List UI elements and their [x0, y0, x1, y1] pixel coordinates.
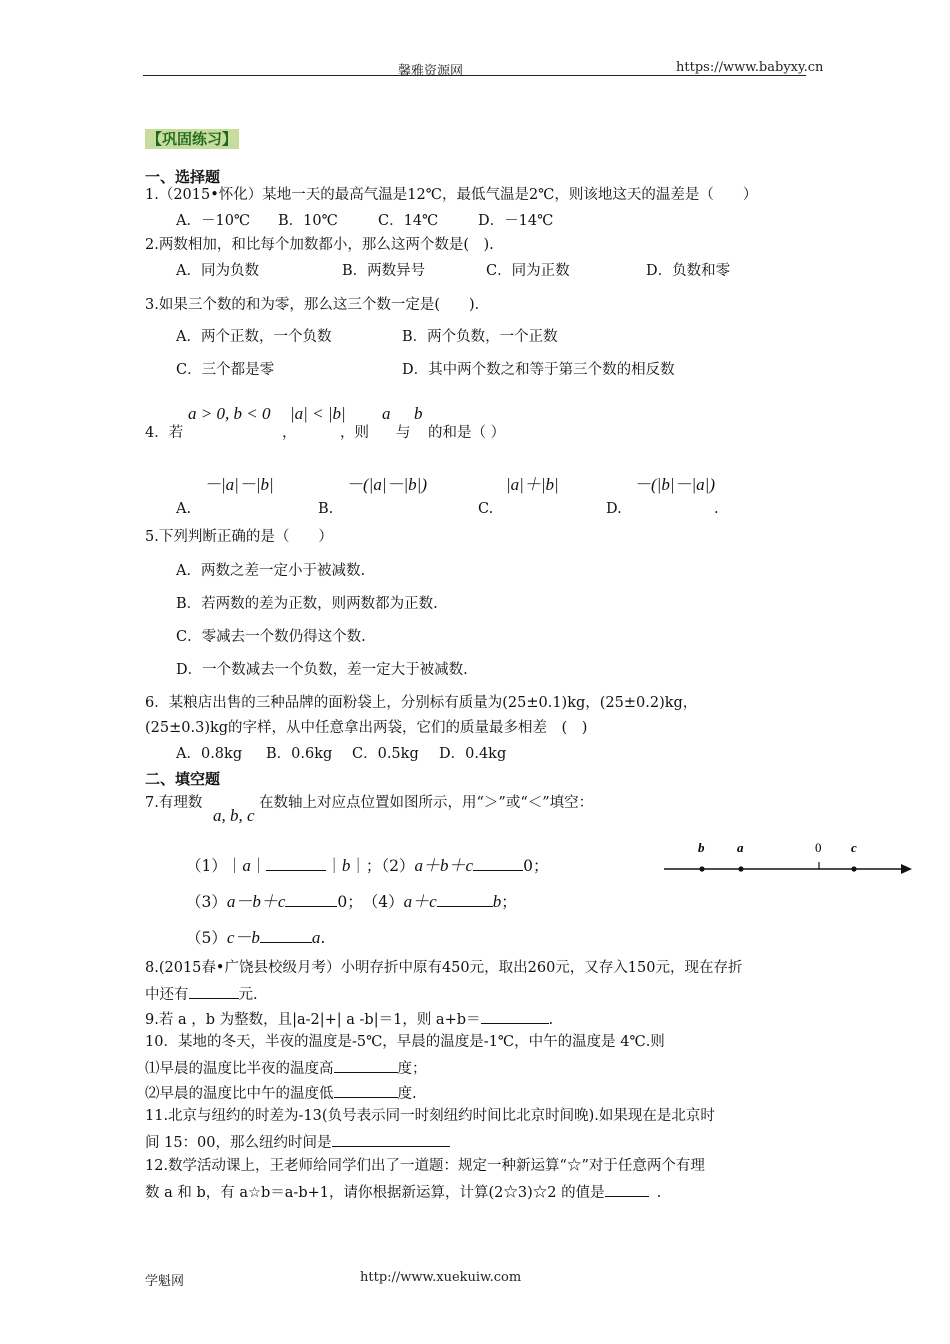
q4-expr-b: －(|a|－|b|)	[346, 475, 428, 494]
q4-var-a: a	[382, 404, 391, 423]
point-c	[851, 866, 856, 871]
section-badge	[145, 128, 239, 149]
q4-end-period: .	[714, 501, 719, 517]
q7-blank-1[interactable]	[266, 856, 326, 871]
q4-suffix: 的和是（ ）	[428, 425, 506, 441]
q5-stem: 5.下列判断正确的是（ ）	[145, 529, 333, 545]
number-line	[658, 836, 914, 882]
q2-option-b: B．两数异号	[342, 263, 426, 279]
q5-option-d: D．一个数减去一个负数，差一定大于被减数.	[176, 662, 468, 678]
q4-expr-d: －(|b|－|a|)	[634, 475, 716, 494]
label-b: b	[698, 840, 705, 855]
q7-prefix: 7.有理数	[145, 795, 203, 811]
badge-text: 【巩固练习】	[147, 130, 238, 148]
q8-blank[interactable]	[189, 984, 239, 999]
label-c: c	[851, 840, 857, 855]
q10-blank-1[interactable]	[334, 1058, 398, 1073]
q8-line1: 8.(2015春•广饶县校级月考）小明存折中原有450元，取出260元，又存入150元，现在存折	[145, 960, 743, 976]
point-b	[699, 866, 704, 871]
q9-blank[interactable]	[481, 1009, 549, 1024]
q7-blank-2[interactable]	[473, 856, 523, 871]
q7-vars: a, b, c	[213, 806, 255, 825]
q3-stem: 3.如果三个数的和为零，那么这三个数一定是( ).	[145, 297, 480, 313]
label-zero: 0	[815, 840, 822, 855]
q10-blank-2[interactable]	[334, 1083, 398, 1098]
q7-blank-5[interactable]	[260, 928, 312, 943]
q8-line2: 中还有 元.	[145, 984, 258, 1004]
q2-option-a: A．同为负数	[176, 263, 259, 279]
q7-blank-4[interactable]	[437, 892, 493, 907]
q1-option-d: D．－14℃	[478, 213, 554, 229]
q6-option-b: B．0.6kg	[266, 746, 333, 762]
q7-suffix: 在数轴上对应点位置如图所示，用“＞”或“＜”填空：	[259, 795, 594, 811]
q11-blank[interactable]	[332, 1132, 450, 1147]
q2-stem: 2.两数相加，和比每个加数都小，那么这两个数是( ).	[145, 237, 494, 253]
q4-then: ，则	[340, 425, 369, 441]
point-a	[738, 866, 743, 871]
q1-stem: 1.（2015•怀化）某地一天的最高气温是12℃，最低气温是2℃，则该地这天的温差是（ ）	[145, 187, 758, 203]
q1-option-c: C．14℃	[378, 213, 439, 229]
q7-blank-3[interactable]	[285, 892, 337, 907]
q5-option-c: C．零减去一个数仍得这个数.	[176, 629, 366, 645]
q7-line1: （1）｜a｜ ｜b｜；（2）a＋b＋c 0；	[186, 856, 549, 875]
q4-label-a: A.	[176, 501, 192, 517]
q4-prefix: 4．若	[145, 425, 184, 441]
q9-line: 9.若 a ，b 为整数，且|a-2|+| a -b|＝1，则 a+b＝ .	[145, 1009, 553, 1029]
q10-stem: 10．某地的冬天，半夜的温度是-5℃，早晨的温度是-1℃，中午的温度是 4℃.则	[145, 1034, 665, 1050]
q6-option-c: C．0.5kg	[352, 746, 419, 762]
q12-line1: 12.数学活动课上，王老师给同学们出了一道题：规定一种新运算“☆”对于任意两个有理	[145, 1158, 705, 1174]
number-line-arrow	[901, 864, 912, 874]
q12-blank[interactable]	[605, 1182, 649, 1197]
q4-label-d: D.	[606, 501, 622, 517]
q3-option-d: D．其中两个数之和等于第三个数的相反数	[402, 362, 675, 378]
q4-label-c: C.	[478, 501, 494, 517]
q4-expr-c: |a|＋|b|	[506, 475, 559, 494]
footer-url[interactable]: http://www.xuekuiw.com	[360, 1270, 522, 1285]
q4-with: 与	[396, 425, 411, 441]
q4-expr-a: －|a|－|b|	[204, 475, 274, 494]
q7-line2: （3）a－b＋c 0； （4）a＋c b；	[186, 892, 517, 911]
q6-line2: (25±0.3)kg的字样，从中任意拿出两袋，它们的质量最多相差 ( )	[145, 720, 588, 736]
header-url[interactable]: https://www.babyxy.cn	[676, 60, 824, 75]
q1-option-b: B．10℃	[278, 213, 338, 229]
q7-line3: （5）c－b a.	[186, 928, 326, 947]
q4-var-b: b	[414, 404, 423, 423]
q3-option-b: B．两个负数，一个正数	[402, 329, 558, 345]
q4-condition-sign: a > 0, b < 0	[188, 404, 271, 423]
q11-line2: 间 15：00，那么纽约时间是	[145, 1132, 450, 1152]
q2-option-c: C．同为正数	[486, 263, 570, 279]
footer-left: 学魁网	[145, 1274, 185, 1289]
q10-sub1: ⑴早晨的温度比半夜的温度高 度；	[145, 1058, 427, 1078]
q5-option-b: B．若两数的差为正数，则两数都为正数.	[176, 596, 438, 612]
section-choice-heading: 一、选择题	[145, 168, 221, 186]
q4-comma: ，	[282, 425, 297, 441]
q6-option-d: D．0.4kg	[439, 746, 507, 762]
q2-option-d: D．负数和零	[646, 263, 731, 279]
q3-option-a: A．两个正数，一个负数	[176, 329, 332, 345]
header-site: 馨雅资源网	[398, 64, 464, 79]
label-a: a	[737, 840, 744, 855]
q4-condition-abs: |a| < |b|	[290, 404, 346, 423]
q6-option-a: A．0.8kg	[176, 746, 243, 762]
q11-line1: 11.北京与纽约的时差为-13(负号表示同一时刻纽约时间比北京时间晚).如果现在是北京时	[145, 1108, 715, 1124]
q1-option-a: A．－10℃	[176, 213, 251, 229]
q6-line1: 6．某粮店出售的三种品牌的面粉袋上，分别标有质量为(25±0.1)kg，(25±0.2)kg，	[145, 695, 698, 711]
q4-label-b: B.	[318, 501, 334, 517]
q3-option-c: C．三个都是零	[176, 362, 275, 378]
q5-option-a: A．两数之差一定小于被减数.	[176, 563, 366, 579]
q12-line2: 数 a 和 b，有 a☆b＝a-b+1，请你根据新运算，计算(2☆3)☆2 的值是 .	[145, 1182, 661, 1202]
section-fill-heading: 二、填空题	[145, 770, 221, 788]
header-rule	[143, 75, 806, 76]
q10-sub2: ⑵早晨的温度比中午的温度低 度.	[145, 1083, 417, 1103]
